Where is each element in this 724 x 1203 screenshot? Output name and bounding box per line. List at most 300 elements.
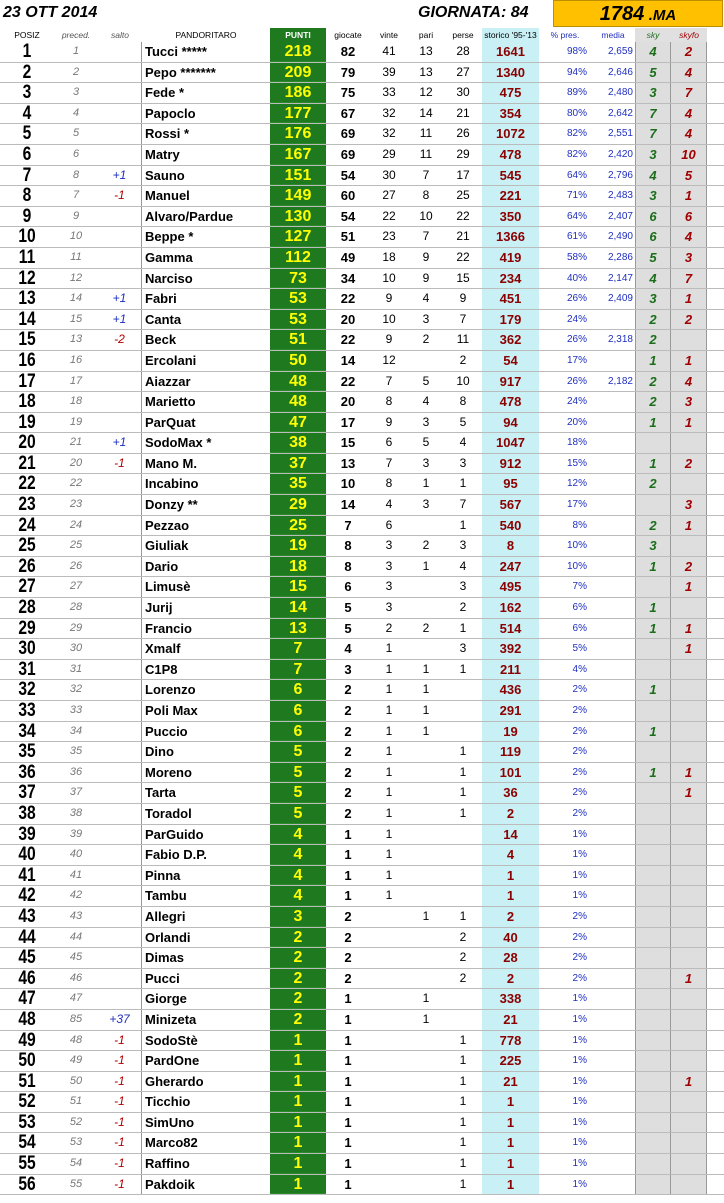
player-name-cell: Fabio D.P. — [145, 847, 207, 863]
points-cell: 50 — [270, 351, 326, 371]
previous-position-cell: 55 — [69, 1177, 83, 1190]
played-cell: 79 — [340, 64, 356, 80]
skyfo-cell: 1 — [671, 969, 707, 989]
history-cell: 1 — [482, 1154, 539, 1174]
header-points: PUNTI — [270, 28, 326, 42]
sky-cell — [635, 845, 671, 865]
won-cell: 1 — [385, 867, 393, 882]
previous-position-cell: 29 — [69, 621, 83, 634]
played-cell: 2 — [344, 950, 352, 966]
player-name-cell: Dario — [145, 558, 179, 574]
previous-position-cell: 32 — [69, 683, 83, 696]
won-cell: 9 — [385, 414, 393, 429]
played-cell: 22 — [340, 291, 356, 307]
presence-cell: 82% — [566, 128, 587, 140]
points-cell: 6 — [270, 722, 326, 742]
played-cell: 22 — [340, 332, 356, 348]
lost-cell: 25 — [456, 188, 470, 203]
lost-cell: 1 — [459, 1114, 467, 1129]
lost-cell: 2 — [459, 600, 467, 615]
draw-cell — [408, 763, 444, 783]
points-cell: 1 — [270, 1154, 326, 1174]
table-row — [0, 124, 724, 145]
presence-cell: 94% — [566, 66, 587, 78]
history-cell: 2 — [482, 804, 539, 824]
position-change-cell — [98, 660, 142, 680]
average-cell — [591, 1051, 635, 1071]
position-cell: 12 — [18, 268, 36, 289]
sky-cell: 4 — [635, 42, 671, 62]
played-cell: 82 — [340, 44, 356, 59]
previous-position-cell: 3 — [72, 86, 80, 99]
position-change-cell — [98, 969, 142, 989]
position-cell: 39 — [18, 824, 36, 845]
points-cell: 35 — [270, 474, 326, 494]
draw-cell — [408, 577, 444, 597]
position-change-cell — [98, 825, 142, 845]
presence-cell: 58% — [566, 251, 587, 263]
skyfo-cell — [671, 1051, 707, 1071]
won-cell: 8 — [385, 476, 393, 491]
position-cell: 37 — [18, 783, 36, 803]
player-name-cell: Raffino — [145, 1156, 190, 1172]
skyfo-cell — [671, 536, 707, 556]
position-cell: 22 — [18, 474, 36, 495]
skyfo-cell — [671, 660, 707, 680]
position-change-cell — [98, 763, 142, 783]
draw-cell: 1 — [422, 723, 430, 738]
played-cell: 51 — [340, 229, 356, 245]
average-cell — [591, 825, 635, 845]
position-cell: 5 — [22, 124, 32, 144]
history-cell: 475 — [482, 83, 539, 103]
presence-cell: 1% — [572, 1034, 587, 1046]
presence-cell: 64% — [566, 210, 587, 222]
position-change-cell — [98, 83, 142, 103]
history-cell: 436 — [482, 680, 539, 700]
previous-position-cell: 20 — [69, 456, 83, 469]
player-name-cell: Alvaro/Pardue — [145, 208, 234, 224]
position-change-cell — [98, 495, 142, 515]
presence-cell: 89% — [566, 87, 587, 99]
table-row — [0, 372, 724, 393]
history-cell: 495 — [482, 577, 539, 597]
table-row — [0, 701, 724, 722]
history-cell: 362 — [482, 330, 539, 350]
history-cell: 354 — [482, 104, 539, 124]
position-cell: 40 — [18, 845, 36, 865]
position-cell: 28 — [18, 598, 36, 618]
player-name-cell: Aiazzar — [145, 373, 191, 389]
position-change-cell: -1 — [98, 1113, 142, 1133]
lost-cell: 1 — [459, 1073, 467, 1088]
table-row — [0, 989, 724, 1010]
history-cell: 221 — [482, 186, 539, 206]
history-cell: 21 — [482, 1072, 539, 1092]
played-cell: 1 — [344, 1135, 352, 1151]
lost-cell: 2 — [459, 950, 467, 965]
position-change-cell — [98, 351, 142, 371]
position-change-cell — [98, 680, 142, 700]
presence-cell: 2% — [572, 766, 587, 778]
history-cell: 179 — [482, 310, 539, 330]
points-cell: 4 — [270, 886, 326, 906]
played-cell: 2 — [344, 970, 352, 986]
played-cell: 13 — [340, 455, 356, 471]
history-cell: 247 — [482, 557, 539, 577]
player-name-cell: Donzy ** — [145, 497, 198, 513]
draw-cell: 7 — [422, 167, 430, 182]
average-cell — [591, 866, 635, 886]
position-change-cell — [98, 742, 142, 762]
history-cell: 1641 — [482, 42, 539, 62]
presence-cell: 26% — [566, 375, 587, 387]
draw-cell — [408, 1154, 444, 1174]
played-cell: 2 — [344, 908, 352, 924]
lost-cell: 17 — [456, 167, 470, 182]
lost-cell: 2 — [459, 970, 467, 985]
lost-cell: 1 — [459, 661, 467, 676]
position-cell: 4 — [22, 103, 32, 124]
history-cell: 338 — [482, 989, 539, 1009]
average-cell — [591, 1010, 635, 1030]
position-change-cell — [98, 42, 142, 62]
played-cell: 54 — [340, 167, 356, 183]
points-cell: 48 — [270, 392, 326, 412]
position-cell: 1 — [22, 42, 32, 62]
average-cell — [591, 619, 635, 639]
played-cell: 2 — [344, 785, 352, 801]
history-cell: 451 — [482, 289, 539, 309]
lost-cell: 8 — [459, 394, 467, 409]
played-cell: 2 — [344, 744, 352, 760]
draw-cell: 3 — [422, 311, 430, 326]
lost-cell: 1 — [459, 785, 467, 800]
table-row — [0, 763, 724, 784]
skyfo-cell: 4 — [671, 372, 707, 392]
won-cell — [370, 1072, 408, 1092]
previous-position-cell: 50 — [69, 1074, 83, 1087]
won-cell: 10 — [382, 270, 396, 285]
won-cell: 6 — [385, 517, 393, 532]
points-cell: 1 — [270, 1051, 326, 1071]
sky-cell: 2 — [635, 330, 671, 350]
sky-cell — [635, 639, 671, 659]
position-change-cell: -1 — [98, 1092, 142, 1112]
previous-position-cell: 14 — [69, 292, 83, 305]
draw-cell: 5 — [422, 435, 430, 450]
average-cell: 2,286 — [607, 251, 633, 263]
played-cell: 1 — [344, 1176, 352, 1192]
position-change-cell — [98, 557, 142, 577]
table-row — [0, 969, 724, 990]
average-cell: 2,483 — [607, 190, 633, 202]
points-cell: 51 — [270, 330, 326, 350]
presence-cell: 26% — [566, 334, 587, 346]
presence-cell: 1% — [572, 1158, 587, 1170]
skyfo-cell: 1 — [671, 763, 707, 783]
draw-cell — [408, 1051, 444, 1071]
history-cell: 567 — [482, 495, 539, 515]
table-row — [0, 742, 724, 763]
previous-position-cell: 1 — [72, 45, 80, 57]
score-box — [553, 0, 723, 27]
played-cell: 15 — [340, 435, 356, 451]
played-cell: 1 — [344, 991, 352, 1007]
position-cell: 17 — [18, 371, 36, 392]
draw-cell: 7 — [422, 229, 430, 244]
position-cell: 15 — [18, 330, 36, 350]
player-name-cell: SodoMax * — [145, 435, 212, 451]
points-cell: 186 — [270, 83, 326, 103]
average-cell — [591, 433, 635, 453]
header-name: PANDORITARO — [175, 30, 237, 40]
player-name-cell: Gherardo — [145, 1073, 204, 1089]
won-cell: 1 — [385, 744, 393, 759]
played-cell: 1 — [344, 847, 352, 863]
won-cell: 7 — [385, 455, 393, 470]
lost-cell: 9 — [459, 291, 467, 306]
position-change-cell — [98, 474, 142, 494]
won-cell: 1 — [385, 826, 393, 841]
table-row — [0, 63, 724, 84]
history-cell: 419 — [482, 248, 539, 268]
lost-cell: 1 — [459, 517, 467, 532]
player-name-cell: Toradol — [145, 805, 192, 821]
lost-cell: 3 — [459, 579, 467, 594]
draw-cell — [408, 866, 444, 886]
skyfo-cell — [671, 474, 707, 494]
draw-cell — [408, 1072, 444, 1092]
position-change-cell — [98, 227, 142, 247]
sky-cell — [635, 1092, 671, 1112]
won-cell: 1 — [385, 764, 393, 779]
won-cell: 1 — [385, 682, 393, 697]
sky-cell — [635, 825, 671, 845]
won-cell: 1 — [385, 661, 393, 676]
played-cell: 1 — [344, 1073, 352, 1089]
won-cell: 1 — [385, 847, 393, 862]
points-cell: 2 — [270, 969, 326, 989]
presence-cell: 2% — [572, 807, 587, 819]
table-row — [0, 495, 724, 516]
player-name-cell: Xmalf — [145, 641, 181, 657]
skyfo-cell — [671, 886, 707, 906]
played-cell: 34 — [340, 270, 356, 286]
presence-cell: 17% — [566, 499, 587, 511]
draw-cell: 3 — [422, 414, 430, 429]
presence-cell: 2% — [572, 972, 587, 984]
lost-cell: 4 — [459, 558, 467, 573]
position-change-cell — [98, 372, 142, 392]
won-cell: 3 — [385, 538, 393, 553]
player-name-cell: Pinna — [145, 867, 181, 883]
skyfo-cell — [671, 433, 707, 453]
position-change-cell — [98, 804, 142, 824]
table-row — [0, 619, 724, 640]
table-row — [0, 1175, 724, 1196]
presence-cell: 6% — [572, 622, 587, 634]
lost-cell: 1 — [459, 1176, 467, 1191]
draw-cell: 9 — [422, 270, 430, 285]
position-change-cell — [98, 886, 142, 906]
header-played: giocate — [334, 30, 362, 40]
previous-position-cell: 53 — [69, 1136, 83, 1149]
points-cell: 2 — [270, 948, 326, 968]
presence-cell: 8% — [572, 519, 587, 531]
history-cell: 119 — [482, 742, 539, 762]
skyfo-cell — [671, 1031, 707, 1051]
title-bar — [0, 0, 724, 28]
skyfo-cell: 4 — [671, 124, 707, 144]
table-row — [0, 516, 724, 537]
table-row — [0, 310, 724, 331]
sky-cell — [635, 989, 671, 1009]
played-cell: 1 — [344, 1053, 352, 1069]
player-name-cell: Ticchio — [145, 1094, 191, 1110]
played-cell: 49 — [340, 249, 356, 265]
points-cell: 1 — [270, 1072, 326, 1092]
won-cell: 2 — [385, 620, 393, 635]
draw-cell: 11 — [419, 126, 433, 141]
player-name-cell: Poli Max — [145, 703, 198, 718]
played-cell: 5 — [344, 600, 352, 616]
lost-cell — [444, 680, 482, 700]
previous-position-cell: 40 — [69, 848, 83, 861]
player-name-cell: ParGuido — [145, 826, 204, 842]
previous-position-cell: 52 — [69, 1115, 83, 1128]
lost-cell: 15 — [456, 270, 470, 285]
points-cell: 149 — [270, 186, 326, 206]
table-row — [0, 1092, 724, 1113]
played-cell: 2 — [344, 805, 352, 821]
played-cell: 22 — [340, 373, 356, 389]
table-row — [0, 660, 724, 681]
table-row — [0, 845, 724, 866]
history-cell: 54 — [482, 351, 539, 371]
skyfo-cell — [671, 866, 707, 886]
giornata-label: GIORNATA: 84 — [418, 4, 529, 21]
skyfo-cell — [671, 1010, 707, 1030]
draw-cell — [408, 825, 444, 845]
player-name-cell: C1P8 — [145, 661, 178, 677]
played-cell: 1 — [344, 888, 352, 904]
skyfo-cell — [671, 1154, 707, 1174]
won-cell: 7 — [385, 373, 393, 388]
player-name-cell: Francio — [145, 620, 192, 636]
position-cell: 23 — [18, 495, 36, 515]
points-cell: 4 — [270, 845, 326, 865]
sky-cell: 1 — [635, 763, 671, 783]
average-cell — [591, 495, 635, 515]
sky-cell: 5 — [635, 248, 671, 268]
player-name-cell: Puccio — [145, 723, 188, 739]
table-row — [0, 598, 724, 619]
position-change-cell — [98, 392, 142, 412]
sky-cell — [635, 866, 671, 886]
player-name-cell: Jurij — [145, 600, 173, 616]
position-cell: 49 — [18, 1030, 36, 1051]
previous-position-cell: 22 — [69, 477, 83, 490]
previous-position-cell: 31 — [69, 662, 83, 675]
played-cell: 1 — [344, 826, 352, 842]
skyfo-cell: 3 — [671, 248, 707, 268]
table-row — [0, 166, 724, 187]
position-change-cell: -2 — [98, 330, 142, 350]
won-cell: 39 — [382, 64, 396, 79]
history-cell: 1 — [482, 1133, 539, 1153]
header-jump: salto — [111, 30, 129, 40]
played-cell: 2 — [344, 703, 352, 718]
played-cell: 7 — [344, 517, 352, 533]
played-cell: 6 — [344, 579, 352, 595]
position-change-cell — [98, 783, 142, 803]
presence-cell: 71% — [566, 190, 587, 202]
points-cell: 38 — [270, 433, 326, 453]
average-cell — [591, 577, 635, 597]
sky-cell — [635, 1072, 671, 1092]
position-change-cell — [98, 516, 142, 536]
presence-cell: 24% — [566, 313, 587, 325]
player-name-cell: Pezzao — [145, 517, 190, 533]
position-cell: 31 — [18, 659, 36, 680]
header-pos: POSIZ — [14, 30, 40, 40]
skyfo-cell — [671, 845, 707, 865]
won-cell: 23 — [382, 229, 396, 244]
table-row — [0, 1072, 724, 1093]
presence-cell: 7% — [572, 581, 587, 593]
player-name-cell: Marietto — [145, 394, 196, 410]
draw-cell: 3 — [422, 497, 430, 512]
won-cell — [370, 1010, 408, 1030]
won-cell: 1 — [385, 703, 393, 717]
score-suffix: .MA — [648, 7, 677, 24]
position-change-cell — [98, 989, 142, 1009]
previous-position-cell: 26 — [69, 559, 83, 572]
table-row — [0, 392, 724, 413]
average-cell — [591, 845, 635, 865]
header-history: storico '95-'13 — [482, 28, 539, 42]
table-row — [0, 454, 724, 475]
skyfo-cell: 3 — [671, 392, 707, 412]
sky-cell: 4 — [635, 269, 671, 289]
lost-cell: 1 — [459, 620, 467, 635]
sky-cell: 2 — [635, 516, 671, 536]
position-change-cell: -1 — [98, 1154, 142, 1174]
average-cell — [591, 722, 635, 742]
skyfo-cell: 1 — [671, 577, 707, 597]
history-cell: 1340 — [482, 63, 539, 83]
sky-cell — [635, 1113, 671, 1133]
history-cell: 234 — [482, 269, 539, 289]
average-cell: 2,318 — [607, 334, 633, 346]
player-name-cell: Giorge — [145, 991, 187, 1007]
date-label: 23 OTT 2014 — [3, 4, 98, 21]
won-cell: 1 — [385, 888, 393, 903]
average-cell: 2,490 — [607, 231, 633, 243]
played-cell: 14 — [340, 352, 356, 368]
player-name-cell: Manuel — [145, 188, 190, 204]
points-cell: 151 — [270, 166, 326, 186]
presence-cell: 98% — [566, 46, 587, 57]
average-cell — [591, 948, 635, 968]
played-cell: 1 — [344, 1032, 352, 1048]
draw-cell: 1 — [422, 908, 430, 923]
skyfo-cell: 1 — [671, 619, 707, 639]
sky-cell: 4 — [635, 166, 671, 186]
points-cell: 25 — [270, 516, 326, 536]
history-cell: 1 — [482, 1092, 539, 1112]
